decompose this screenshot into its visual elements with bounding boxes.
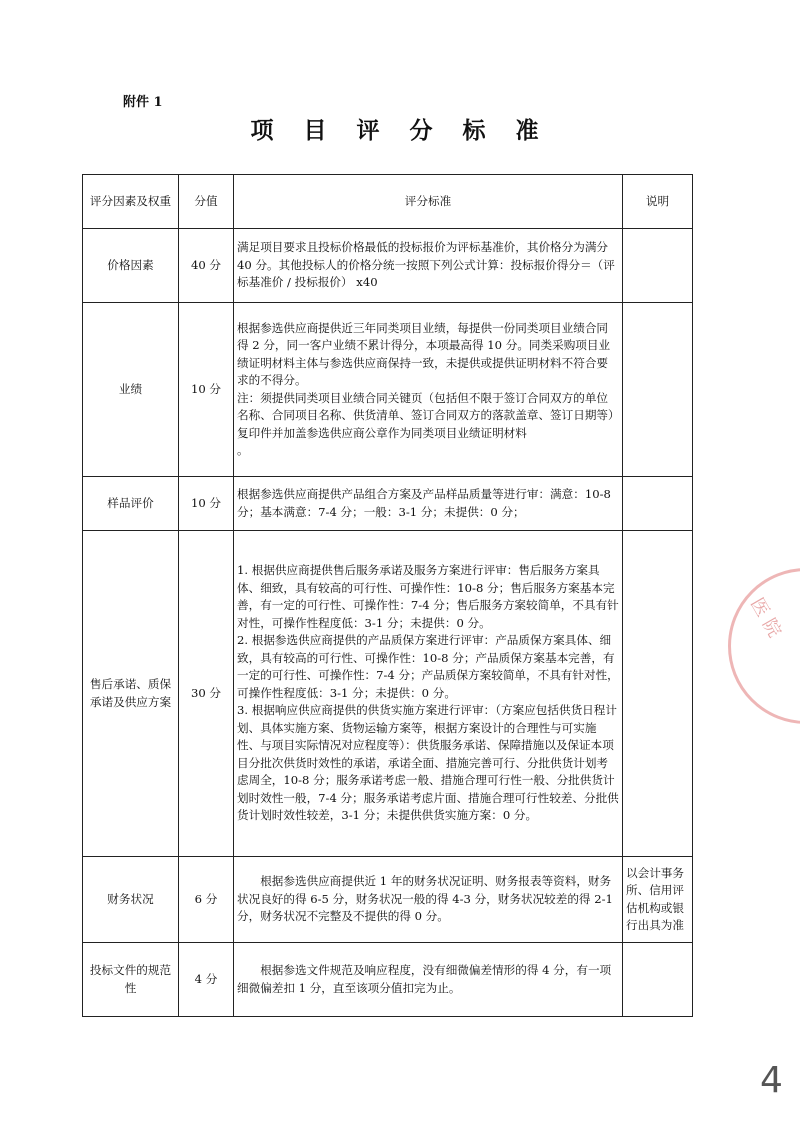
criteria-paragraph: 。 — [237, 443, 249, 457]
table-row — [83, 229, 693, 303]
row-factor: 售后承诺、质保承诺及供应方案 — [83, 531, 179, 857]
criteria-paragraph: 满足项目要求且投标价格最低的投标报价为评标基准价，其价格分为满分 40 分。其他投标人的价格分统一按照下列公式计算：投标报价得分＝（评标基准价 / 投标报价） x40 — [237, 240, 615, 290]
row-criteria — [234, 229, 623, 303]
header-note: 说明 — [623, 175, 693, 229]
row-score: 10 分 — [179, 303, 234, 477]
seal-partial-text: 医 院 — [746, 594, 786, 642]
row-factor: 样品评价 — [83, 477, 179, 531]
row-score: 6 分 — [179, 857, 234, 943]
criteria-paragraph: 根据参选供应商提供产品组合方案及产品样品质量等进行审：满意：10-8 分；基本满意：7-4 分；一般：3-1 分；未提供：0 分； — [237, 487, 611, 519]
row-note — [623, 229, 693, 303]
row-factor: 价格因素 — [83, 229, 179, 303]
criteria-paragraph: 1. 根据供应商提供售后服务承诺及服务方案进行评审：售后服务方案具体、细致，具有较高的可行性、可操作性：10-8 分；售后服务方案基本完善，有一定的可行性、可操作性：7-4 分；售后服务方案较简单，不具有针对性，可操作性程度低：3-1 分；未提供：0 分。 — [237, 563, 619, 630]
criteria-paragraph: 2. 根据参选供应商提供的产品质保方案进行评审：产品质保方案具体、细致，具有较高的可行性、可操作性：10-8 分；产品质保方案基本完善，有一定的可行性、可操作性：7-4 分；产品质保方案较简单，不具有针对性，可操作性程度低：3-1 分；未提供：0 分。 — [237, 633, 619, 700]
criteria-paragraph: 注：须提供同类项目业绩合同关键页（包括但不限于签订合同双方的单位名称、合同项目名称、供货清单、签订合同双方的落款盖章、签订日期等）复印件并加盖参选供应商公章作为同类项目业绩证明材料 — [237, 390, 614, 440]
row-criteria — [234, 857, 623, 943]
table-row — [83, 531, 693, 857]
criteria-paragraph: 根据参选文件规范及响应程度，没有细微偏差情形的得 4 分，有一项细微偏差扣 1 分，直至该项分值扣完为止。 — [237, 963, 612, 995]
criteria-paragraph: 3. 根据响应供应商提供的供货实施方案进行评审：（方案应包括供货日程计划、具体实施方案、货物运输方案等，根据方案设计的合理性与可实施性、与项目实际情况对应程度等）：供货服务承诺、保障措施以及保证本项目分批次供货时效性的承诺，承诺全面、措施完善可行、分批供货计划考虑周全，10-8 分；服务承诺考虑一般、措施合理可行性一般、分批供货计划时效性一般，7-4 分；服务承诺考虑片面、措施合理可行性较差、分批供货计划时效性较差，3-1 分；未提供供货实施方案：0 分。 — [237, 703, 619, 823]
row-note — [623, 531, 693, 857]
criteria-paragraph: 根据参选供应商提供近三年同类项目业绩，每提供一份同类项目业绩合同得 2 分，同一客户业绩不累计得分，本项最高得 10 分。同类采购项目业绩证明材料主体与参选供应商保持一致，未提供或提供证明材料不符合要求的不得分。 — [237, 320, 611, 387]
scoring-table — [82, 174, 693, 1017]
header-score: 分值 — [179, 175, 234, 229]
table-row — [83, 477, 693, 531]
criteria-paragraph: 根据参选供应商提供近 1 年的财务状况证明、财务报表等资料，财务状况良好的得 6-5 分，财务状况一般的得 4-3 分，财务状况较差的得 2-1 分，财务状况不完整及不提供的得 0 分。 — [237, 874, 613, 924]
row-note — [623, 303, 693, 477]
table-row — [83, 303, 693, 477]
row-criteria — [234, 303, 623, 477]
row-note — [623, 943, 693, 1017]
table-header-row — [83, 175, 693, 229]
table-row — [83, 943, 693, 1017]
table-row — [83, 857, 693, 943]
page-title: 项 目 评 分 标 准 — [250, 117, 550, 144]
row-note: 以会计事务所、信用评估机构或银行出具为准 — [623, 857, 693, 943]
row-criteria — [234, 477, 623, 531]
page-number: 4 — [760, 1060, 783, 1101]
header-factor: 评分因素及权重 — [83, 175, 179, 229]
row-factor: 业绩 — [83, 303, 179, 477]
row-score: 4 分 — [179, 943, 234, 1017]
row-score: 10 分 — [179, 477, 234, 531]
row-factor: 投标文件的规范性 — [83, 943, 179, 1017]
row-criteria — [234, 531, 623, 857]
row-note — [623, 477, 693, 531]
row-criteria — [234, 943, 623, 1017]
row-score: 30 分 — [179, 531, 234, 857]
row-factor: 财务状况 — [83, 857, 179, 943]
annex-label: 附件 1 — [123, 95, 163, 110]
row-score: 40 分 — [179, 229, 234, 303]
red-seal-stamp — [728, 568, 800, 724]
header-criteria: 评分标准 — [234, 175, 623, 229]
